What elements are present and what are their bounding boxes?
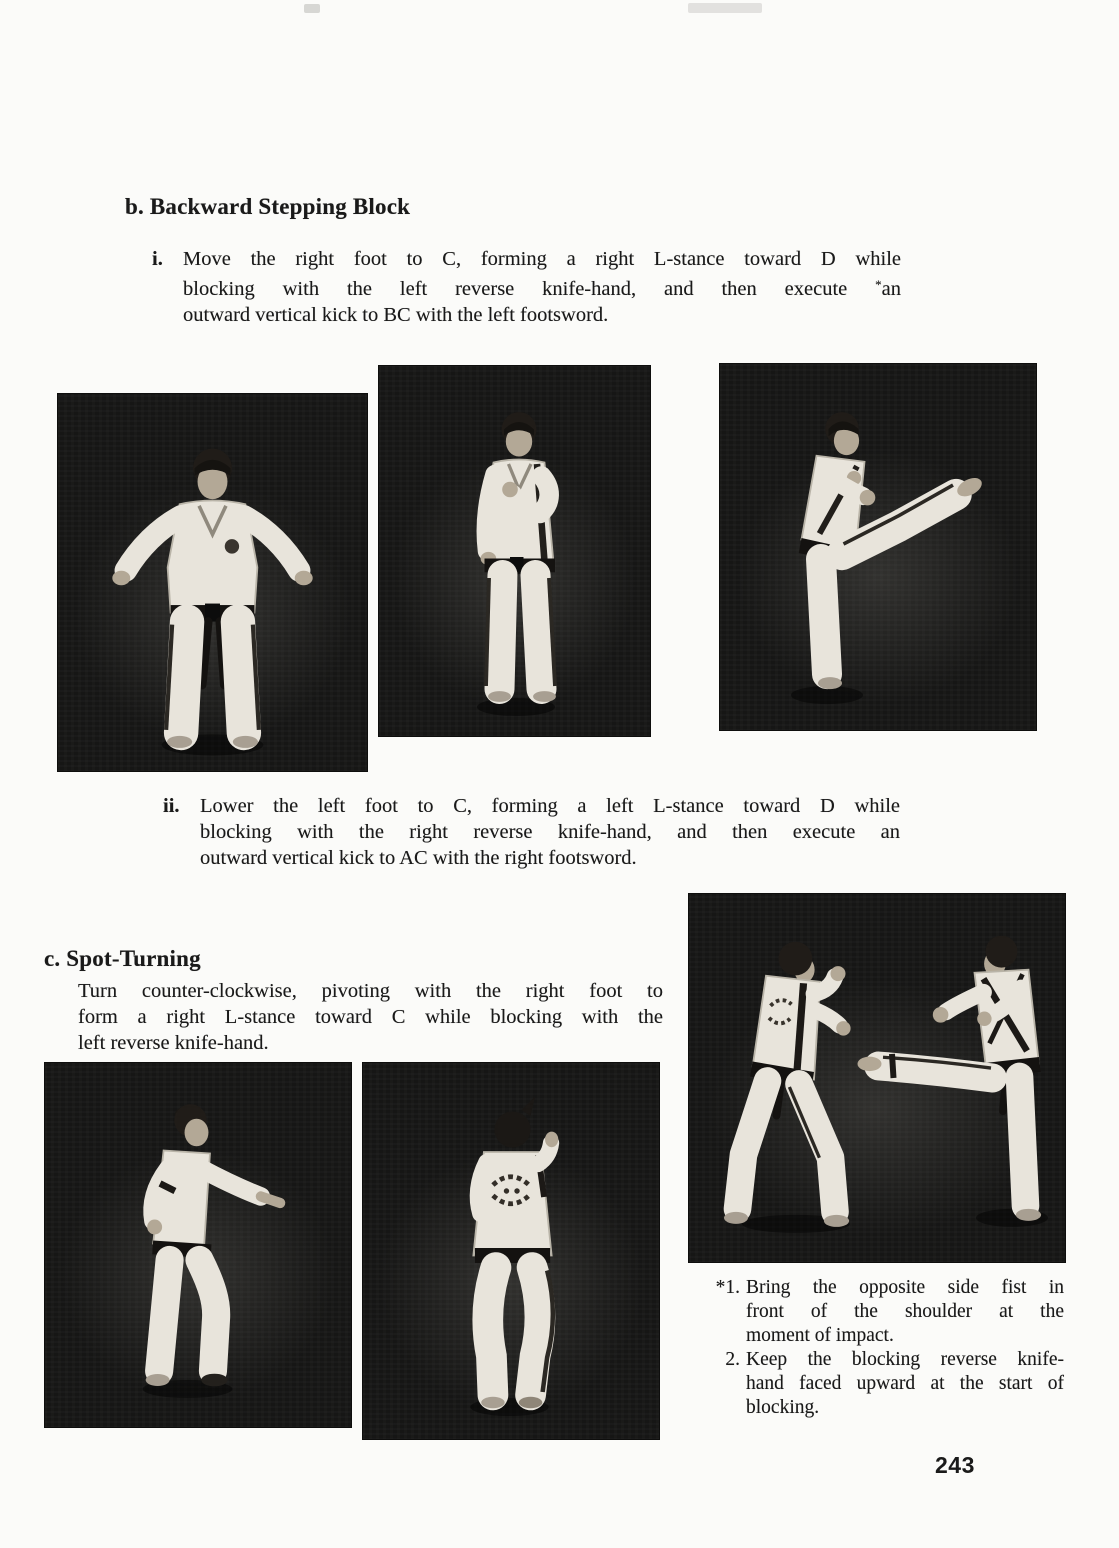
two-martial-artists-figure	[688, 893, 1066, 1263]
photo-sparring-block	[688, 893, 1066, 1263]
footnote-2-marker: 2.	[725, 1349, 740, 1370]
footnote-2-line2: hand faced upward at the start of	[746, 1373, 1064, 1394]
photo-spot-turn-side	[44, 1062, 352, 1428]
photo-knife-hand-guard	[378, 365, 651, 737]
footnote-asterisk: *	[875, 277, 882, 292]
footnote-1-marker: *1.	[715, 1277, 740, 1298]
footnote-1-line2: front of the shoulder at the	[746, 1301, 1064, 1322]
martial-artist-kick-figure	[719, 363, 1037, 731]
scan-smudge	[304, 4, 320, 13]
scan-smudge	[688, 3, 762, 13]
photo-spot-turn-back	[362, 1062, 660, 1440]
martial-artist-side-block-figure	[44, 1062, 352, 1428]
footnote-2-line1: Keep the blocking reverse knife-	[746, 1349, 1064, 1370]
item-i-line3: outward vertical kick to BC with the left footsword.	[183, 304, 609, 326]
item-i-line2	[183, 272, 901, 302]
footnote-1	[703, 1276, 1065, 1348]
photo-ready-stance	[57, 393, 368, 772]
footnote-1-line1: Bring the opposite side fist in	[746, 1277, 1064, 1298]
footnotes-block	[703, 1276, 1065, 1420]
item-ii-line3: outward vertical kick to AC with the right footsword.	[200, 847, 637, 869]
spot-line2: form a right L-stance toward C while blocking with the	[78, 1006, 663, 1028]
photo-vertical-kick	[719, 363, 1037, 731]
item-i-line2-text: blocking with the left reverse knife-hand, and then execute	[183, 278, 848, 300]
footnote-2-line3: blocking.	[746, 1397, 820, 1418]
footnote-1-line3: moment of impact.	[746, 1325, 894, 1346]
paragraph-item-ii	[163, 793, 900, 871]
martial-artist-arms-spread-figure	[57, 393, 368, 772]
item-ii-marker: ii.	[163, 795, 180, 817]
spot-line3: left reverse knife-hand.	[78, 1032, 269, 1054]
page-number: 243	[935, 1452, 975, 1478]
martial-artist-back-view-figure	[362, 1062, 660, 1440]
item-ii-line2: blocking with the right reverse knife-hand, and then execute an	[200, 821, 900, 843]
spot-line1: Turn counter-clockwise, pivoting with the right foot to	[78, 980, 663, 1002]
section-c-heading: c. Spot-Turning	[44, 946, 201, 971]
item-i-line1: Move the right foot to C, forming a right L-stance toward D while	[183, 248, 901, 270]
paragraph-spot-turning	[78, 978, 663, 1056]
martial-artist-guard-figure	[378, 365, 651, 737]
footnote-2	[703, 1348, 1065, 1420]
item-i-line2-tail: an	[881, 278, 901, 300]
paragraph-item-i	[152, 246, 901, 328]
item-ii-line1: Lower the left foot to C, forming a left L-stance toward D while	[200, 795, 900, 817]
item-i-marker: i.	[152, 248, 163, 270]
section-b-heading: b. Backward Stepping Block	[125, 194, 411, 219]
